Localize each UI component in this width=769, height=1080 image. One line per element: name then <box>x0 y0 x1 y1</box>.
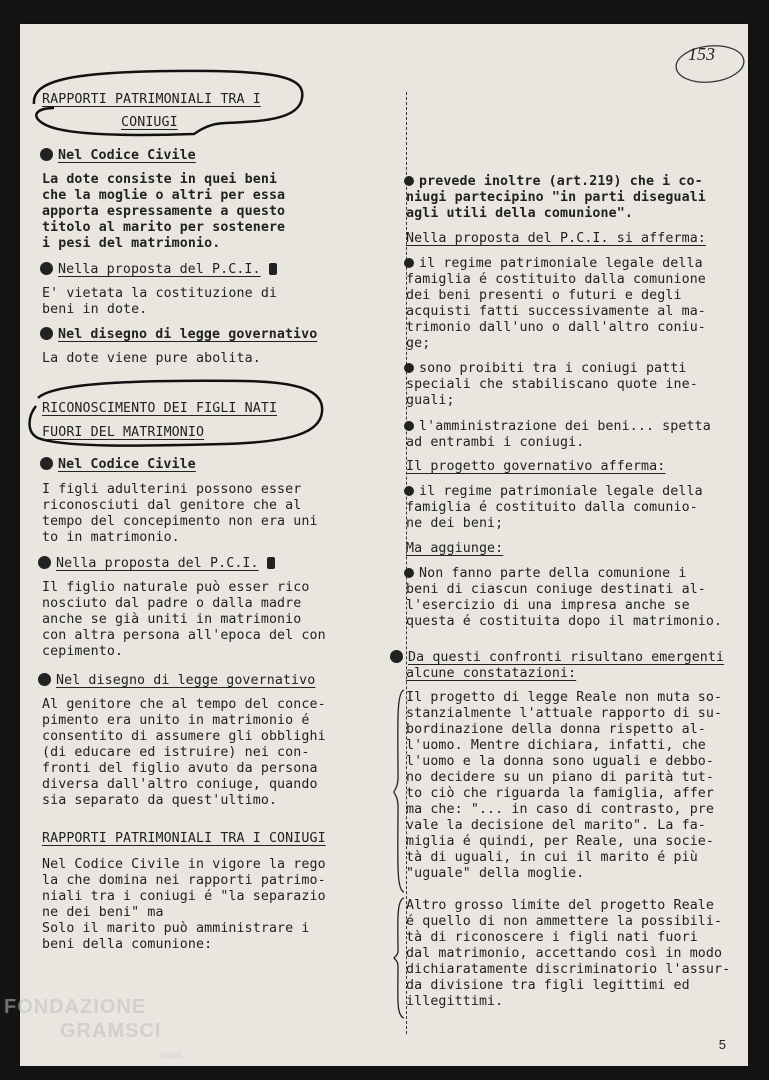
text-r1-3: agli utili della comunione". <box>406 206 633 221</box>
text-s3-1: Nel Codice Civile in vigore la rego <box>42 857 326 872</box>
label-codice-civile-1: Nel Codice Civile <box>40 148 196 165</box>
label-disegno-governativo-1: Nel disegno di legge governativo <box>40 327 317 344</box>
text-s3-2: la che domina nei rapporti patrimo- <box>42 873 326 888</box>
label-confronti-2: alcune constatazioni: <box>406 666 577 681</box>
heading-rapporti-patrimoniali: RAPPORTI PATRIMONIALI TRA I <box>42 92 261 107</box>
text-gov2-7: sia separato da quest'ultimo. <box>42 793 278 808</box>
heading-fuori-matrimonio: FUORI DEL MATRIMONIO <box>42 425 205 440</box>
text-conf-p1-10: miglia é quindi, per Reale, una socie- <box>406 834 715 849</box>
bullet-icon <box>40 327 53 340</box>
text-gov2-3: consentito di assumere gli obblighi <box>42 729 326 744</box>
text-rpci-b1-5: trimonio dall'uno o dall'altro coniu- <box>406 320 706 335</box>
text-pci-2: beni in dote. <box>42 302 148 317</box>
bullet-icon <box>40 457 53 470</box>
bullet-icon <box>390 650 403 663</box>
text-gov2-4: (di educare ed istruire) nei con- <box>42 745 310 760</box>
bullet-icon <box>404 363 414 373</box>
text-gov-1: La dote viene pure abolita. <box>42 351 261 366</box>
folio-number: 153 <box>688 44 715 64</box>
text-rpci-b1-6: ge; <box>406 336 431 351</box>
text-conf-p1-6: no decidere su un piano di parità tut- <box>406 770 715 785</box>
text-dote-5: i pesi del matrimonio. <box>42 236 221 251</box>
text-rpci-b1-3: dei beni presenti o futuri e degli <box>406 288 682 303</box>
label-proposta-pci-2: Nella proposta del P.C.I. <box>38 556 275 573</box>
text-rpci-b1-2: famiglia é costituito dalla comunione <box>406 272 706 287</box>
brace-mark <box>392 688 406 894</box>
text-rpci-b3-2: ad entrambi i coniugi. <box>406 435 585 450</box>
text-rpci-b2-3: guali; <box>406 393 455 408</box>
watermark-onlus: onlus <box>160 1050 182 1060</box>
bullet-icon <box>404 486 414 496</box>
bullet-icon <box>404 568 414 578</box>
text-pci2-5: cepimento. <box>42 644 124 659</box>
label-proposta-pci-1: Nella proposta del P.C.I. <box>40 262 277 279</box>
text-conf-p1-7: to ciò che riguarda la famiglia, affer <box>406 786 715 801</box>
text-r1-1: prevede inoltre (art.219) che i co- <box>404 174 703 191</box>
text-rgov-2: famiglia é costituito dalla comunio- <box>406 500 698 515</box>
text-rpci-b2-1: sono proibiti tra i coniugi patti <box>404 361 686 378</box>
heading-riconoscimento: RICONOSCIMENTO DEI FIGLI NATI <box>42 401 278 416</box>
text-conf-p2-4: dal matrimonio, accettando così in modo <box>406 946 723 961</box>
text-gov2-2: pimento era unito in matrimonio é <box>42 713 310 728</box>
label-progetto-governativo: Il progetto governativo afferma: <box>406 459 666 474</box>
label-codice-civile-2: Nel Codice Civile <box>40 457 196 474</box>
text-s3-3: niali tra i coniugi é "la separazio <box>42 889 326 904</box>
text-conf-p1-11: tà di uguali, in cui il marito é più <box>406 850 698 865</box>
label-proposta-pci-right: Nella proposta del P.C.I. si afferma: <box>406 231 706 246</box>
brace-mark <box>392 896 406 1020</box>
text-conf-p2-7: illegittimi. <box>406 994 504 1009</box>
text-pci2-4: con altra persona all'epoca del con <box>42 628 326 643</box>
text-rma-2: beni di ciascun coniuge destinati al- <box>406 582 706 597</box>
page-number: 5 <box>718 1037 726 1052</box>
text-conf-p2-6: da divisione tra figli legittimi ed <box>406 978 690 993</box>
text-conf-p1-5: l'uomo e la donna sono uguali e debbo- <box>406 754 715 769</box>
text-conf-p2-1: Altro grosso limite del progetto Reale <box>406 898 715 913</box>
text-rgov-1: il regime patrimoniale legale della <box>404 484 703 501</box>
text-figli-3: tempo del concepimento non era uni <box>42 514 318 529</box>
text-pci2-1: Il figlio naturale può esser rico <box>42 580 310 595</box>
text-pci2-2: nosciuto dal padre o dalla madre <box>42 596 302 611</box>
ink-mark-icon <box>269 263 277 275</box>
bullet-icon <box>404 258 414 268</box>
text-conf-p1-3: bordinazione della donna rispetto al- <box>406 722 706 737</box>
bullet-icon <box>38 673 51 686</box>
text-figli-2: riconosciuti dal genitore che al <box>42 498 302 513</box>
text-dote-3: apporta espressamente a questo <box>42 204 286 219</box>
text-conf-p2-5: dichiaratamente discriminatorio l'assur- <box>406 962 731 977</box>
document-page <box>20 24 748 1066</box>
text-rma-3: l'esercizio di una impresa anche se <box>406 598 690 613</box>
text-conf-p1-2: stanzialmente l'attuale rapporto di su- <box>406 706 723 721</box>
watermark-gramsci: GRAMSCI <box>60 1020 162 1042</box>
ink-mark-icon <box>267 557 275 569</box>
text-conf-p2-3: tà di riconoscere i figli nati fuori <box>406 930 698 945</box>
bullet-icon <box>404 421 414 431</box>
text-conf-p1-4: l'uomo. Mentre dichiara, infatti, che <box>406 738 706 753</box>
label-confronti-1: Da questi confronti risultano emergenti <box>390 650 724 667</box>
text-rma-1: Non fanno parte della comunione i <box>404 566 686 583</box>
heading-coniugi: CONIUGI <box>121 115 178 130</box>
text-pci2-3: anche se già uniti in matrimonio <box>42 612 302 627</box>
text-rpci-b1-4: acquisti fatti successivamente al ma- <box>406 304 706 319</box>
text-conf-p1-8: ma che: "... in caso di contrasto, pre <box>406 802 715 817</box>
text-s3-4: ne dei beni" ma <box>42 905 164 920</box>
text-s3-5: Solo il marito può amministrare i <box>42 921 310 936</box>
text-conf-p1-9: vale la decisione del marito". La fa- <box>406 818 706 833</box>
text-figli-1: I figli adulterini possono esser <box>42 482 302 497</box>
label-ma-aggiunge: Ma aggiunge: <box>406 541 504 556</box>
label-disegno-governativo-2: Nel disegno di legge governativo <box>38 673 315 690</box>
text-figli-4: to in matrimonio. <box>42 530 180 545</box>
bullet-icon <box>404 176 414 186</box>
text-rpci-b3-1: l'amministrazione dei beni... spetta <box>404 419 711 436</box>
text-conf-p1-1: Il progetto di legge Reale non muta so- <box>406 690 723 705</box>
text-gov2-1: Al genitore che al tempo del conce- <box>42 697 326 712</box>
bullet-icon <box>40 262 53 275</box>
text-s3-6: beni della comunione: <box>42 937 213 952</box>
bullet-icon <box>40 148 53 161</box>
text-gov2-6: diversa dall'altro coniuge, quando <box>42 777 318 792</box>
text-rgov-3: ne dei beni; <box>406 516 504 531</box>
text-conf-p1-12: "uguale" della moglie. <box>406 866 585 881</box>
text-rpci-b2-2: speciali che stabiliscano quote ine- <box>406 377 698 392</box>
text-dote-4: titolo al marito per sostenere <box>42 220 286 235</box>
watermark-fondazione: FONDAZIONE <box>4 996 147 1018</box>
text-pci-1: E' vietata la costituzione di <box>42 286 278 301</box>
text-rma-4: questa é costituita dopo il matrimonio. <box>406 614 723 629</box>
text-r1-2: niugi partecipino "in parti diseguali <box>406 190 706 205</box>
text-conf-p2-2: é quello di non ammettere la possibili- <box>406 914 723 929</box>
heading-rapporti-patrimoniali-2: RAPPORTI PATRIMONIALI TRA I CONIUGI <box>42 831 326 846</box>
text-dote-2: che la moglie o altri per essa <box>42 188 286 203</box>
bullet-icon <box>38 556 51 569</box>
text-dote-1: La dote consiste in quei beni <box>42 172 278 187</box>
text-rpci-b1-1: il regime patrimoniale legale della <box>404 256 703 273</box>
text-gov2-5: fronti del figlio avuto da persona <box>42 761 318 776</box>
